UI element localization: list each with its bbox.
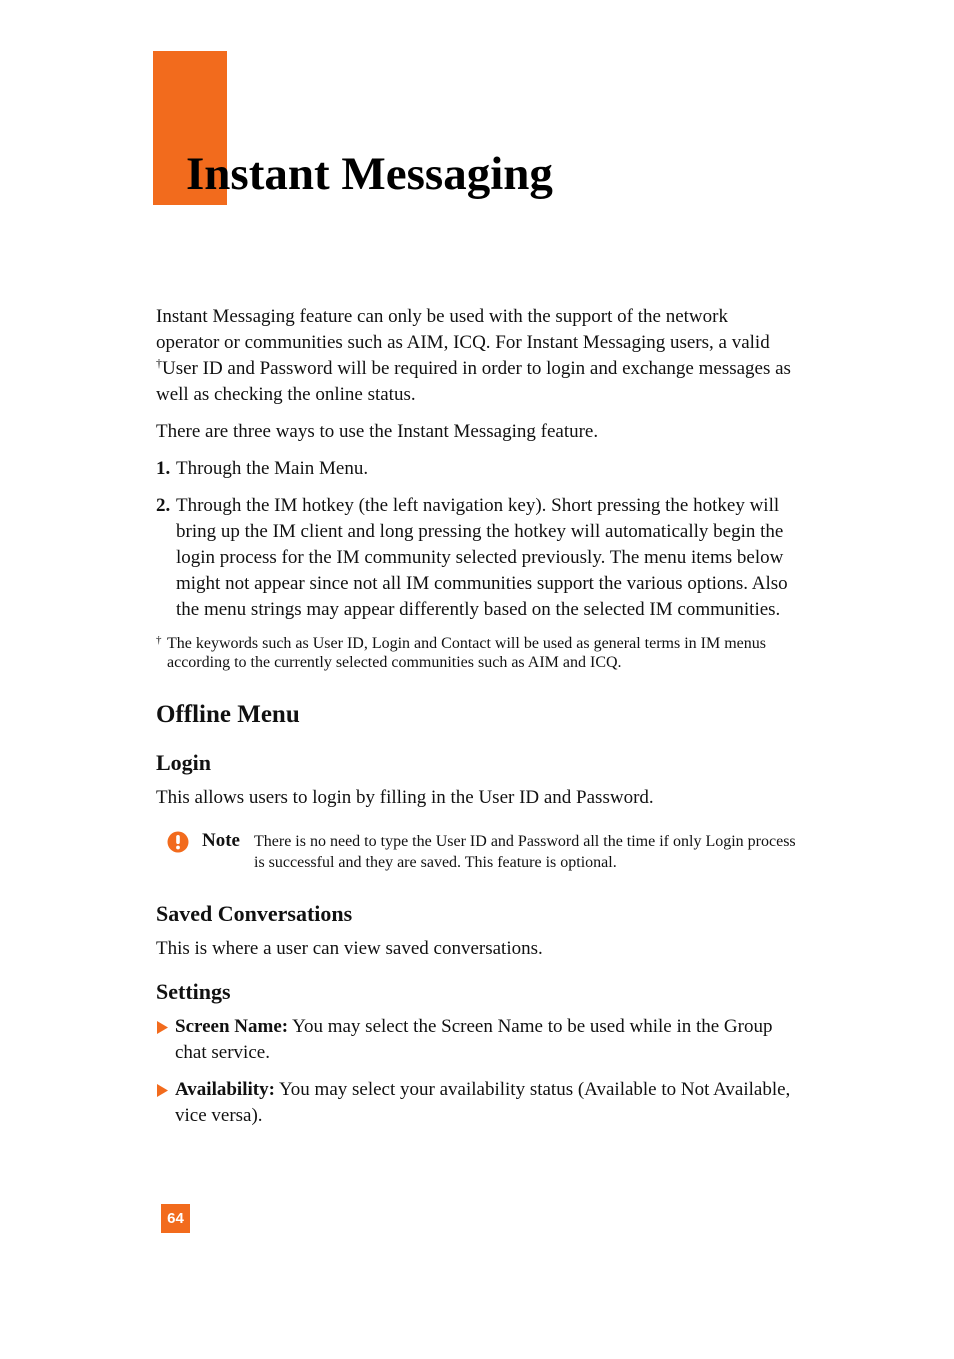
bullet-label: Screen Name:: [175, 1016, 289, 1037]
note-label: Note: [202, 830, 240, 851]
intro-paragraph: [156, 304, 796, 408]
list-item: [156, 456, 796, 482]
exclamation-icon: [167, 831, 189, 853]
bullet-description: You may select the Screen Name to be used while in the Group chat service.: [175, 1016, 773, 1063]
bullet-text: [175, 1014, 796, 1066]
list-number: 2.: [156, 495, 171, 516]
footnote-mark: †: [156, 634, 162, 646]
list-text: Through the IM hotkey (the left navigation key). Short pressing the hotkey will bring up the IM client and long pressing the hotkey will automatically begin the login process for the IM community selected previously. The menu items below might not appear since not all IM communities support the various options. Also the menu strings may appear differently based on the selected IM communities.: [176, 495, 788, 620]
bullet-text: [175, 1077, 796, 1129]
page-number: 64: [161, 1204, 190, 1233]
footnote: [156, 634, 796, 672]
intro-text-end: User ID and Password will be required in order to login and exchange messages as well as checking the online status.: [156, 358, 791, 405]
footnote-text: The keywords such as User ID, Login and Contact will be used as general terms in IM menus according to the currently selected communities such as AIM and ICQ.: [167, 635, 766, 671]
subsection-title-login: Login: [156, 750, 212, 775]
ways-intro: There are three ways to use the Instant Messaging feature.: [156, 421, 599, 442]
section-title-offline-menu: Offline Menu: [156, 701, 300, 728]
note-box: [156, 830, 796, 873]
list-text: Through the Main Menu.: [176, 458, 369, 479]
subsection-title-settings: Settings: [156, 979, 231, 1004]
page-content: [156, 304, 796, 1140]
bullet-description: You may select your availability status (Available to Not Available, vice versa).: [175, 1079, 791, 1126]
list-number: 1.: [156, 458, 171, 479]
saved-conversations-description: This is where a user can view saved conversations.: [156, 938, 543, 959]
subsection-title-saved-conversations: Saved Conversations: [156, 901, 353, 926]
list-item: [156, 493, 796, 623]
note-text: There is no need to type the User ID and Password all the time if only Login process is successful and they are saved. This feature is optional.: [254, 833, 796, 871]
login-description: This allows users to login by filling in the User ID and Password.: [156, 787, 654, 808]
triangle-bullet-icon: [156, 1014, 175, 1040]
dagger-mark: †: [156, 356, 162, 370]
intro-text-start: Instant Messaging feature can only be used with the support of the network operator or communities such as AIM, ICQ. For Instant Messaging users, a valid: [156, 306, 770, 353]
triangle-bullet-icon: [156, 1077, 175, 1103]
settings-item-screen-name: [156, 1014, 796, 1066]
page-title: Instant Messaging: [186, 148, 553, 200]
bullet-label: Availability:: [175, 1079, 275, 1100]
settings-item-availability: [156, 1077, 796, 1129]
